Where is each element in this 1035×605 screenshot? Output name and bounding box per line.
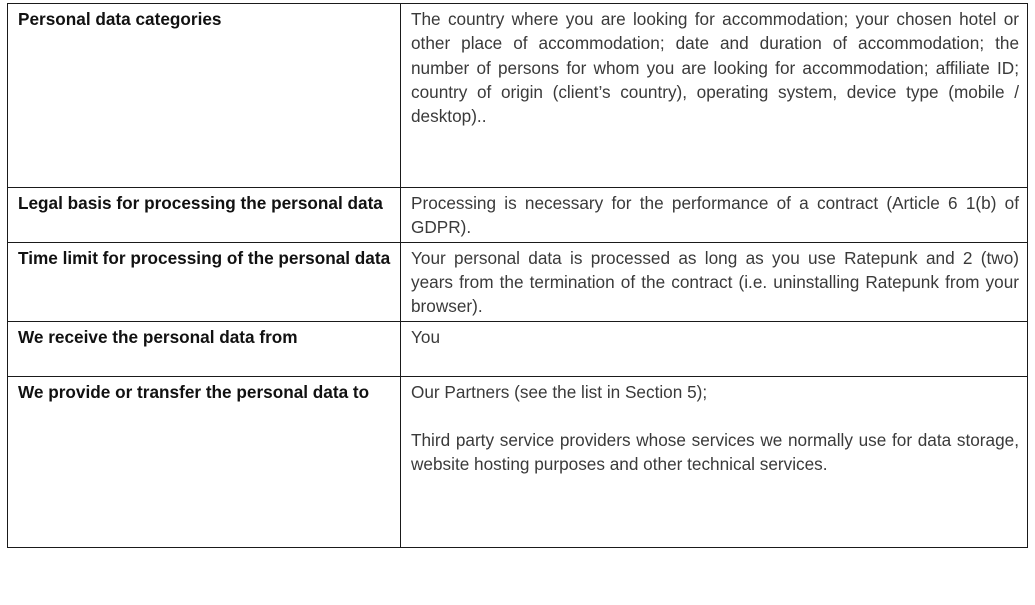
row-label: Time limit for processing of the personal data [8,242,401,321]
row-label: We receive the personal data from [8,321,401,376]
row-value: Your personal data is processed as long as you use Ratepunk and 2 (two) years from the termination of the contract (i.e. uninstalling Ratepunk from your browser). [401,242,1028,321]
row-label: Legal basis for processing the personal data [8,188,401,243]
row-value [401,376,1028,547]
personal-data-table [7,3,1028,548]
row-value: Processing is necessary for the performance of a contract (Article 6 1(b) of GDPR). [401,188,1028,243]
row-label: Personal data categories [8,4,401,188]
table-row-time-limit [8,242,1028,321]
row-value: You [401,321,1028,376]
table-row-data-recipients [8,376,1028,547]
table-row-legal-basis [8,188,1028,243]
row-label: We provide or transfer the personal data to [8,376,401,547]
row-value: The country where you are looking for accommodation; your chosen hotel or other place of accommodation; date and duration of accommodation; the number of persons for whom you are looking for accommodation; affiliate ID; country of origin (client’s country), operating system, device type (mobile / desktop).. [401,4,1028,188]
table-row-data-source [8,321,1028,376]
recipients-providers-text: Third party service providers whose services we normally use for data storage, website hosting purposes and other technical services. [411,429,1019,475]
table-row-data-categories [8,4,1028,188]
recipients-partners-text: Our Partners (see the list in Section 5); [411,381,708,402]
